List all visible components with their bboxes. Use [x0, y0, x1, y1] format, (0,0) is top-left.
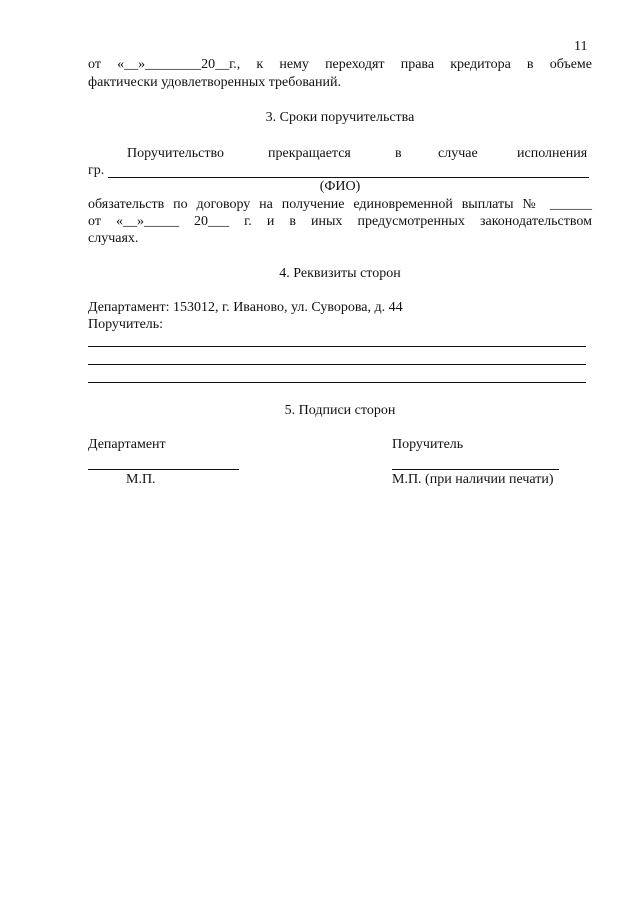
- left-stamp-label: М.П.: [126, 472, 156, 487]
- s3-from-line: от «__»_____ 20___ г. и в иных предусмотренных законодательством: [88, 214, 592, 229]
- section-3-heading: 3. Сроки поручительства: [265, 110, 415, 125]
- s3-word-2: прекращается: [268, 146, 351, 161]
- right-stamp-label: М.П. (при наличии печати): [392, 472, 554, 487]
- section-5-heading: 5. Подписи сторон: [284, 403, 396, 418]
- section-4-heading: 4. Реквизиты сторон: [279, 266, 401, 281]
- s3-obligations-line: обязательств по договору на получение единовременной выплаты № ______: [88, 197, 592, 212]
- left-signatory-label: Департамент: [88, 437, 166, 452]
- intro-line-2: фактически удовлетворенных требований.: [88, 75, 341, 90]
- requisites-line-3: [88, 382, 586, 383]
- right-signatory-label: Поручитель: [392, 437, 464, 452]
- s3-word-4: случае: [438, 146, 478, 161]
- guarantor-label: Поручитель:: [88, 317, 164, 332]
- requisites-line-1: [88, 346, 586, 347]
- left-signature-line: [88, 469, 239, 470]
- requisites-line-2: [88, 364, 586, 365]
- intro-line-1: от «__»________20__г., к нему переходят права кредитора в объеме: [88, 57, 592, 72]
- s3-word-3: в: [395, 146, 402, 161]
- s3-cases-line: случаях.: [88, 231, 139, 246]
- right-signature-line: [392, 469, 559, 470]
- s3-prefix-gr: гр.: [88, 163, 105, 178]
- s3-word-1: Поручительство: [127, 146, 225, 161]
- department-address: Департамент: 153012, г. Иваново, ул. Суворова, д. 44: [88, 300, 403, 315]
- page-number: 11: [574, 39, 588, 54]
- s3-word-5: исполнения: [517, 146, 588, 161]
- fio-caption: (ФИО): [319, 179, 361, 194]
